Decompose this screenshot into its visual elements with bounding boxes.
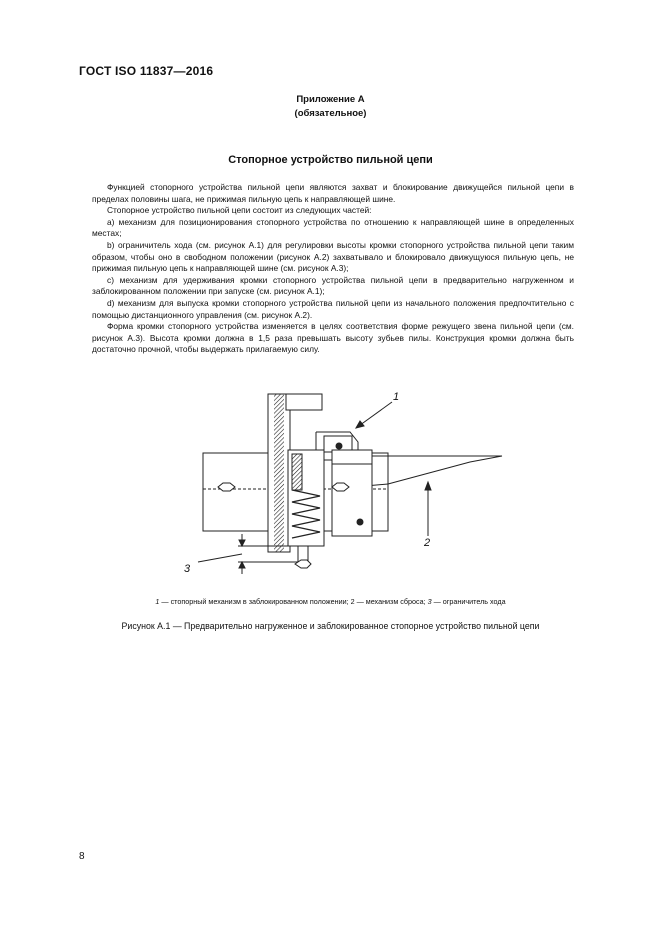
figure-legend bbox=[0, 597, 661, 606]
paragraph: Функцией стопорного устройства пильной цепи являются захват и блокирование движущейся пильной цепи в пределах половины шага, не прижимая пильную цепь к направляющей шине. bbox=[92, 182, 574, 204]
reset-block bbox=[332, 450, 372, 536]
guide-bar bbox=[365, 456, 502, 484]
annex-title: Приложение А bbox=[296, 94, 365, 105]
legend-text-3: — ограничитель хода bbox=[431, 597, 506, 606]
legend-text-2: — механизм сброса; bbox=[354, 597, 428, 606]
list-item-b: b) ограничитель хода (см. рисунок А.1) для регулировки высоты кромки стопорного устройства пильной цепи таким образом, чтобы оно в свободном положении (рисунок А.2) захватывало и блокировало движущуюся пильную цепь, не прижимая пильную цепь к направляющей шине (см. рисунок А.3); bbox=[92, 239, 574, 274]
figure-caption: Рисунок А.1 — Предварительно нагруженное и заблокированное стопорное устройство пильной цепи bbox=[121, 621, 540, 631]
figure-chain-brake-drawing bbox=[180, 384, 520, 584]
paragraph: Стопорное устройство пильной цепи состоит из следующих частей: bbox=[107, 205, 372, 216]
paragraph: Форма кромки стопорного устройства изменяется в целях соответствия форме режущего звена пильной цепи (см. рисунок А.3). Высота кромки должна в 1,5 раза превышать высоту зубьев пилы. Конструкция кромки должна быть достаточно прочной, чтобы выдержать прилагаемую силу. bbox=[92, 321, 574, 355]
list-item-c: c) механизм для удерживания кромки стопорного устройства пильной цепи в предварительно нагруженном и заблокированном положении при запуске (см. рисунок А.1); bbox=[92, 274, 574, 297]
callout-3: 3 bbox=[184, 563, 191, 575]
callout-1: 1 bbox=[393, 391, 400, 403]
legend-num-3: 3 bbox=[427, 597, 432, 606]
leader-3 bbox=[198, 554, 242, 562]
standard-id: ГОСТ ISO 11837—2016 bbox=[79, 64, 214, 78]
legend-num-2: 2 bbox=[350, 597, 355, 606]
list-item-d: d) механизм для выпуска кромки стопорного устройства пильной цепи из начального положения предпочтительно с помощью дистанционного управления (см. рисунок А.2). bbox=[92, 297, 574, 320]
section-title: Стопорное устройство пильной цепи bbox=[228, 154, 433, 166]
page-number: 8 bbox=[79, 851, 85, 862]
list-item-a: a) механизм для позиционирования стопорного устройства по отношению к направляющей шине в определенных местах; bbox=[92, 216, 574, 239]
callout-2: 2 bbox=[424, 537, 431, 549]
bolt-left bbox=[218, 483, 235, 491]
body-text bbox=[92, 182, 574, 356]
annex-status: (обязательное) bbox=[294, 108, 367, 119]
legend-text-1: — стопорный механизм в заблокированном положении; bbox=[159, 597, 351, 606]
legend-num-1: 1 bbox=[155, 597, 160, 606]
